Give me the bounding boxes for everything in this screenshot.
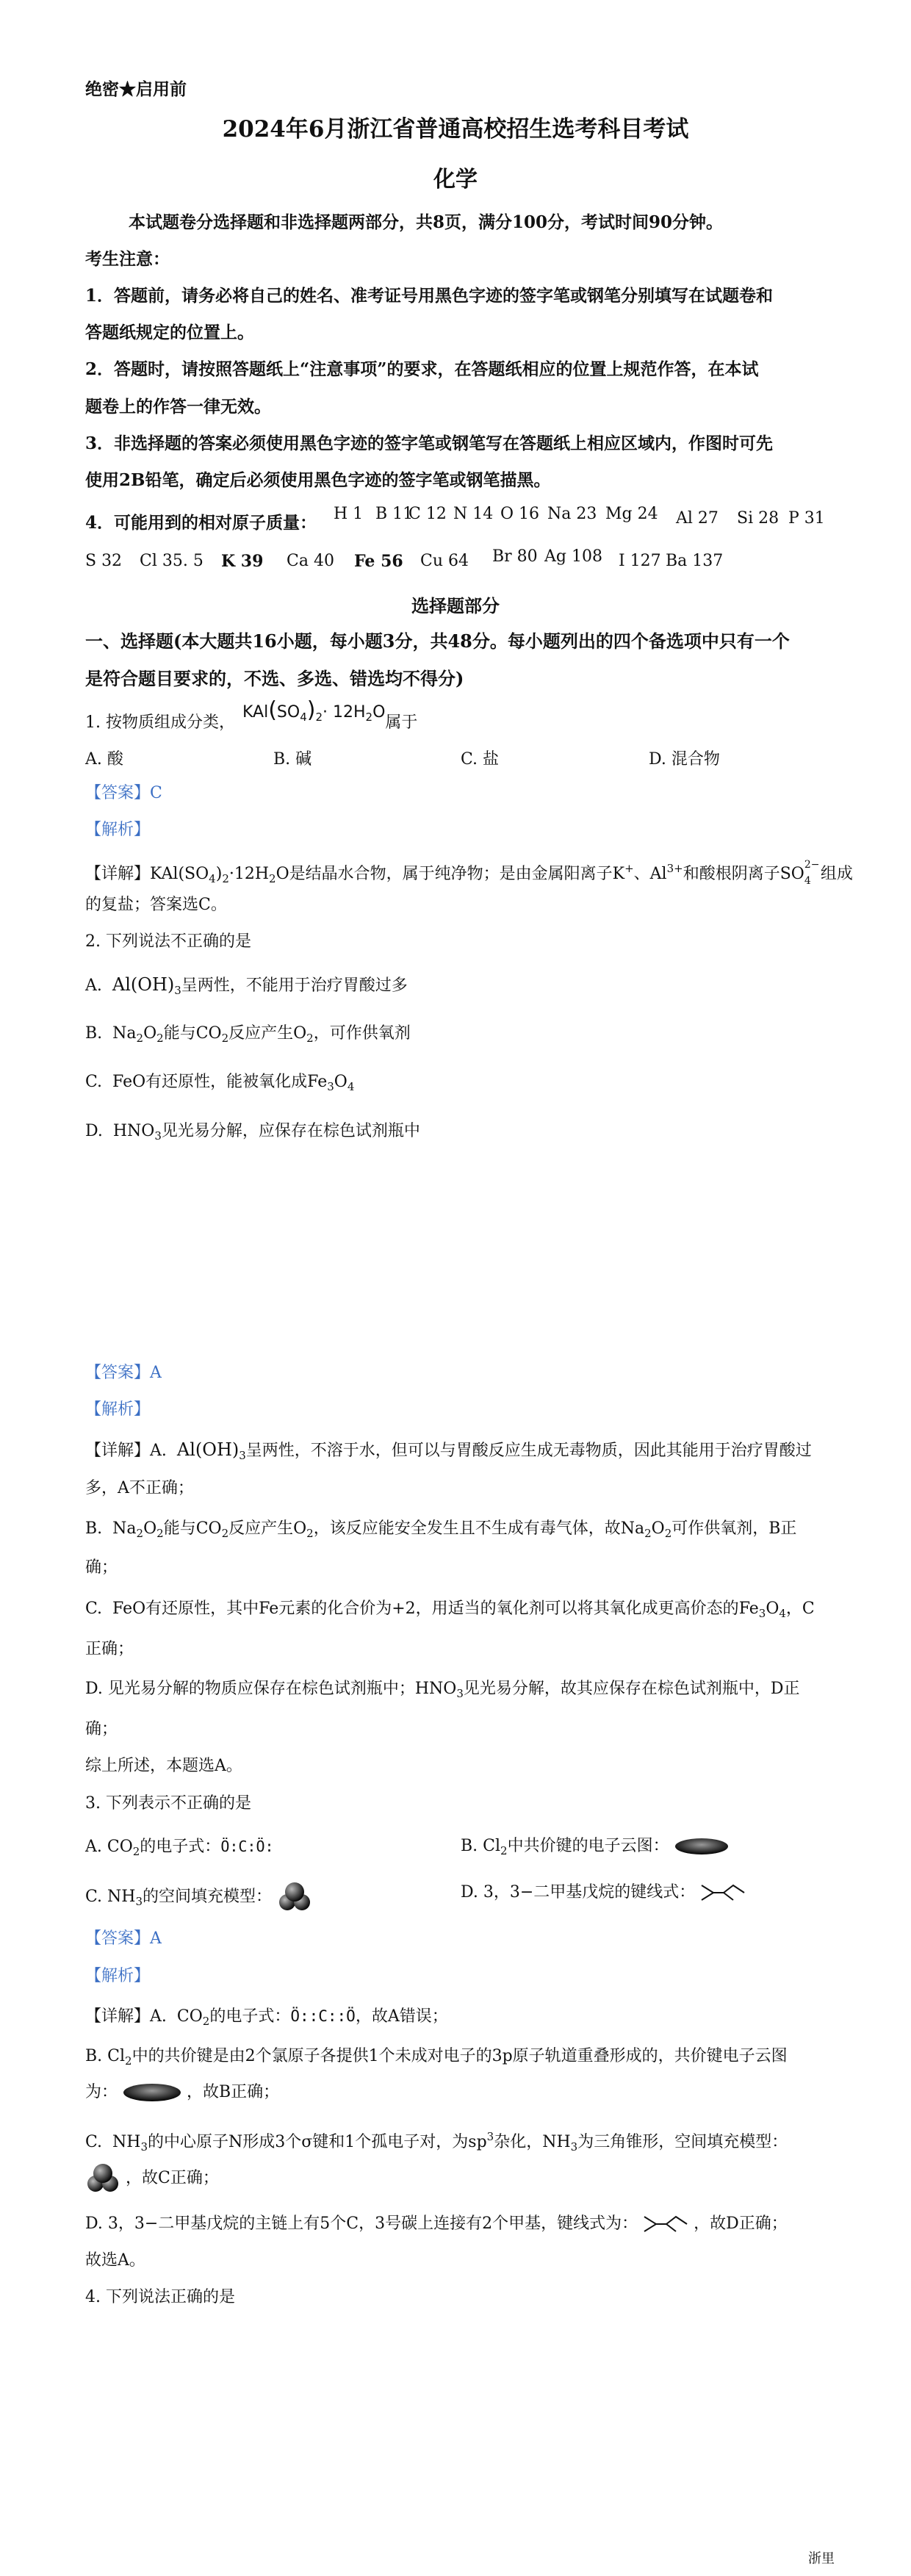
q2-option-b [85, 1023, 411, 1049]
q2-db1: B. [85, 1519, 103, 1538]
q2-ob-2a: 2 [136, 1032, 144, 1045]
q3-detail-a [85, 2005, 448, 2032]
q2-answer: 【答案】A [85, 1364, 162, 1382]
q3-da-t1: 【详解】A. [85, 2007, 167, 2026]
q1-detail-h2: 2 [269, 872, 276, 885]
q2-dc-t1: FeO有还原性，其中Fe元素的化合价为+2，用适当的氧化剂可以将其氧化成更高价态的 [112, 1600, 739, 1618]
q2-detail-b2: 确； [85, 1558, 118, 1577]
q2-db-o2: O [651, 1519, 665, 1538]
q2-option-c [85, 1071, 354, 1098]
q1-so4-sub: 4 [804, 875, 811, 887]
q2-od-t: 见光易分解，应保存在棕色试剂瓶中 [161, 1122, 420, 1140]
q3-option-b [461, 1835, 729, 1862]
q2-dc-t2: ，C [785, 1600, 815, 1618]
q3-dc2: ，故C正确； [126, 2169, 219, 2187]
q2-oc-3: 3 [327, 1080, 334, 1093]
q1-option-b: B. 碱 [273, 750, 312, 769]
q2-detail-a2: 多，A不正确； [85, 1479, 194, 1497]
q2-od-f: HNO [112, 1122, 155, 1140]
skeletal-formula-detail-icon [643, 2214, 688, 2234]
q3-ob-2: 2 [500, 1844, 508, 1857]
q2-db-t1: 能与CO [163, 1519, 222, 1538]
q1-formula-paren-open: ( [268, 697, 277, 723]
q2-stem: 2. 下列说法不正确的是 [85, 932, 251, 951]
notice-4: 4．可能用到的相对原子质量： [85, 513, 317, 533]
q1-analysis: 【解析】 [85, 821, 151, 839]
mass-na: Na 23 [547, 505, 597, 523]
notice-2b: 题卷上的作答一律无效。 [85, 397, 271, 417]
q3-dc1: C. [85, 2133, 103, 2151]
q3-da-t2: 的电子式： [209, 2007, 291, 2026]
q3-option-d [461, 1882, 746, 1904]
space-filling-model-icon [277, 1882, 312, 1913]
q2-ob-2d: 2 [306, 1032, 314, 1045]
q2-dd-3: 3 [456, 1687, 464, 1700]
mass-s: S 32 [85, 552, 123, 570]
q1-option-c: C. 盐 [461, 750, 500, 769]
q2-od-3: 3 [154, 1129, 162, 1143]
q3-db1: B. Cl [85, 2047, 126, 2065]
q2-db-2e: 2 [644, 1527, 652, 1540]
q1-detail-line2: 的复盐；答案选C。 [85, 896, 227, 914]
q3-dc-3: 3 [140, 2140, 148, 2154]
q1-detail-e: 、Al [633, 865, 667, 883]
q2-ob-t3: ，可作供氧剂 [313, 1024, 411, 1043]
q2-detail-d2: 确； [85, 1720, 118, 1738]
q3-da-2: 2 [202, 2015, 210, 2028]
q3-ob-t2: 中共价键的电子云图： [507, 1837, 669, 1855]
q3-dc-sp3: 3 [486, 2130, 494, 2143]
mass-ba: Ba 137 [666, 552, 724, 570]
mass-ca: Ca 40 [287, 552, 334, 570]
mass-o: O 16 [500, 505, 540, 523]
mass-cu: Cu 64 [420, 552, 469, 570]
q1-option-a: A. 酸 [85, 750, 123, 769]
q2-oc-o: O [334, 1073, 348, 1091]
q3-db-t: 中的共价键是由2个氯原子各提供1个未成对电子的3p原子轨道重叠形成的，共价键电子云图 [132, 2047, 788, 2065]
q2-da-3: 3 [239, 1449, 246, 1462]
q3-detail-b2 [85, 2082, 279, 2104]
q1-formula-kal: KAl [242, 703, 269, 722]
q2-db-2b: 2 [156, 1527, 164, 1540]
q2-summary: 综上所述，本题选A。 [85, 1757, 242, 1775]
q2-dd1: D. 见光易分解的物质应保存在棕色试剂瓶中； [85, 1680, 415, 1698]
space-filling-detail-icon [85, 2163, 120, 2194]
q2-ob-o: O [143, 1024, 157, 1043]
q1-so4-sup: 2− [804, 859, 820, 871]
q2-oa-t: 呈两性，不能用于治疗胃酸过多 [181, 976, 408, 995]
q1-detail-d: O是结晶水合物，属于纯净物；是由金属阳离子K [276, 865, 625, 883]
mass-h: H 1 [334, 505, 364, 523]
q1-detail-f: 和酸根阴离子SO [683, 865, 804, 883]
q1-formula-paren-close: ) [306, 697, 316, 723]
electron-cloud-detail-icon [123, 2082, 181, 2103]
q2-db-na: Na [112, 1519, 137, 1538]
q1-detail-c: ·12H [228, 865, 270, 883]
q2-ob-t2: 反应产生O [228, 1024, 307, 1043]
q3-db2: 为： [85, 2083, 118, 2101]
q3-dd1: D. 3，3−二甲基戊烷的主链上有5个C，3号碳上连接有2个甲基，键线式为： [85, 2215, 638, 2233]
q2-detail-a1 [85, 1439, 812, 1467]
q1-formula-2: 2 [315, 710, 323, 724]
q2-db-2a: 2 [136, 1527, 144, 1540]
q2-od-pre: D. [85, 1122, 103, 1140]
page-footer: 浙里 [808, 2551, 835, 2566]
q2-db-t2: 反应产生O [228, 1519, 307, 1538]
section-heading-b: 是符合题目要求的，不选、多选、错选均不得分) [85, 668, 464, 689]
section-part: 选择题部分 [411, 595, 500, 616]
q2-oc-4: 4 [347, 1080, 355, 1093]
section-heading-a: 一、选择题(本大题共16小题，每小题3分，共48分。每小题列出的四个备选项中只有一个 [85, 630, 790, 652]
q1-detail-a: 【详解】KAl(SO [85, 865, 209, 883]
q3-option-a [85, 1835, 274, 1863]
q1-answer: 【答案】C [85, 784, 162, 802]
q3-dc-3b: 3 [570, 2140, 578, 2154]
q1-detail-line1 [85, 857, 853, 890]
mass-n: N 14 [453, 505, 494, 523]
notice-3b: 使用2B铅笔，确定后必须使用黑色字迹的签字笔或钢笔描黑。 [85, 470, 551, 490]
q1-detail-b: ) [215, 865, 223, 883]
q2-da-f: Al(OH) [176, 1439, 240, 1460]
intro-desc: 本试题卷分选择题和非选择题两部分，共8页，满分100分，考试时间90分钟。 [129, 212, 724, 232]
skeletal-formula-icon [700, 1882, 746, 1903]
q3-da-co: CO [176, 2007, 203, 2026]
q2-oa-3: 3 [174, 984, 181, 997]
q2-da-t: 呈两性，不溶于水，但可以与胃酸反应生成无毒物质，因此其能用于治疗胃酸过 [245, 1442, 812, 1460]
q2-db-t4: 可作供氧剂，B正 [671, 1519, 797, 1538]
q2-db-2f: 2 [664, 1527, 672, 1540]
q3-oa-2: 2 [132, 1845, 140, 1858]
q2-oa-f: Al(OH) [112, 974, 175, 995]
mass-ag: Ag 108 [544, 547, 602, 566]
q1-stem-text: 1. 按物质组成分类， [85, 713, 235, 732]
q2-oc-pre: C. [85, 1073, 103, 1091]
q1-detail-kplus: + [624, 862, 634, 875]
q2-db-2d: 2 [306, 1527, 314, 1540]
q3-dd2: ，故D正确； [694, 2215, 788, 2233]
q1-formula-4: 4 [300, 710, 307, 724]
q3-oc-t2: 的空间填充模型： [143, 1888, 273, 1906]
q3-dc-t3: 为三角锥形，空间填充模型： [577, 2133, 788, 2151]
q1-formula-o: O [372, 703, 386, 722]
mass-mg: Mg 24 [605, 505, 658, 523]
notice-1a: 1．答题前，请务必将自己的姓名、准考证号用黑色字迹的签字笔或钢笔分别填写在试题卷和 [85, 286, 774, 306]
q3-analysis: 【解析】 [85, 1967, 151, 1985]
q3-oa-t2: 的电子式： [140, 1838, 221, 1856]
q3-oa-e: Ö:C:Ö: [220, 1838, 274, 1855]
q1-detail-al3: 3+ [666, 862, 683, 875]
q2-option-a [85, 974, 408, 1001]
q2-ob-pre: B. [85, 1024, 103, 1043]
q2-detail-d1 [85, 1678, 800, 1705]
q3-dc-nh: NH [112, 2133, 141, 2151]
q3-answer: 【答案】A [85, 1929, 162, 1948]
q3-dc-t2: 杂化， [494, 2133, 543, 2151]
q2-db-na2: Na [620, 1519, 645, 1538]
q3-detail-c1 [85, 2126, 788, 2158]
q2-ob-2b: 2 [156, 1032, 164, 1045]
q1-formula-h: · 12H [323, 703, 366, 722]
q2-db-t3: ，该反应能安全发生且不生成有毒气体，故 [313, 1519, 621, 1538]
q3-option-c [85, 1882, 312, 1913]
q2-db-o: O [143, 1519, 157, 1538]
q3-dc-nh2: NH [542, 2133, 571, 2151]
q2-oc-t1: FeO有还原性，能被氧化成Fe [112, 1073, 328, 1091]
q3-oc-3: 3 [135, 1895, 143, 1908]
q3-db3: ，故B正确； [187, 2083, 280, 2101]
mass-p: P 31 [788, 509, 825, 528]
q3-detail-d3: 故选A。 [85, 2251, 145, 2270]
q1-stem [85, 697, 418, 738]
q3-ob-t1: B. Cl [461, 1837, 501, 1855]
mass-k: K 39 [221, 552, 264, 571]
q1-detail-2: 2 [222, 872, 229, 885]
q1-detail-4: 4 [209, 872, 216, 885]
q2-option-d [85, 1120, 420, 1147]
q3-detail-b1 [85, 2046, 788, 2072]
q3-detail-c2 [85, 2163, 219, 2194]
q2-analysis: 【解析】 [85, 1400, 151, 1419]
q3-da-t3: ，故A错误； [355, 2007, 448, 2026]
q2-detail-c2: 正确； [85, 1640, 134, 1658]
q1-option-d: D. 混合物 [649, 750, 720, 769]
q2-dc-4: 4 [779, 1607, 786, 1620]
mass-fe: Fe 56 [354, 552, 403, 571]
mass-si: Si 28 [737, 509, 779, 528]
secret-label: 绝密★启用前 [85, 79, 187, 99]
q1-stem-tail: 属于 [385, 713, 418, 732]
subject-title: 化学 [433, 167, 478, 193]
exam-title: 2024年6月浙江省普通高校招生选考科目考试 [222, 116, 689, 143]
q3-da-e: Ö::C::Ö [290, 2007, 356, 2025]
q2-db-2c: 2 [221, 1527, 229, 1540]
q3-dc-t1: 的中心原子N形成3个σ键和1个孤电子对，为sp [148, 2133, 487, 2151]
q4-stem: 4. 下列说法正确的是 [85, 2288, 235, 2306]
q2-dc-o: O [766, 1600, 779, 1618]
q2-detail-b1 [85, 1518, 796, 1544]
mass-cl: Cl 35. 5 [140, 552, 204, 570]
q2-ob-t1: 能与CO [163, 1024, 222, 1043]
q2-oa-pre: A. [85, 976, 102, 995]
notice-2a: 2．答题时，请按照答题纸上“注意事项”的要求，在答题纸相应的位置上规范作答，在本试 [85, 359, 759, 379]
q1-formula-so: SO [276, 703, 300, 722]
mass-c: C 12 [408, 505, 447, 523]
q2-dd-f: HNO [414, 1680, 457, 1698]
q2-da1: 【详解】A. [85, 1442, 167, 1460]
notice-1b: 答题纸规定的位置上。 [85, 323, 254, 342]
q2-ob-na: Na [112, 1024, 137, 1043]
q2-dd-t: 见光易分解，故其应保存在棕色试剂瓶中，D正 [463, 1680, 800, 1698]
q2-dc-3: 3 [758, 1607, 766, 1620]
notice-title: 考生注意： [85, 249, 170, 269]
q1-formula-h2: 2 [365, 710, 373, 724]
electron-cloud-icon [674, 1837, 729, 1856]
q3-oa-t1: A. CO [85, 1838, 133, 1856]
mass-i: I 127 [619, 552, 661, 570]
q3-oc-t1: C. NH [85, 1888, 136, 1906]
notice-3a: 3．非选择题的答案必须使用黑色字迹的签字笔或钢笔写在答题纸上相应区域内，作图时可先 [85, 433, 774, 453]
q2-dc1: C. [85, 1600, 103, 1618]
mass-br: Br 80 [492, 547, 538, 566]
q2-dc-fe: Fe [738, 1600, 759, 1618]
mass-b: B 11 [375, 505, 414, 523]
q1-formula [242, 699, 385, 728]
q3-stem: 3. 下列表示不正确的是 [85, 1794, 251, 1813]
q3-od-t: D. 3，3−二甲基戊烷的键线式： [461, 1883, 696, 1902]
mass-al: Al 27 [676, 509, 719, 528]
q3-detail-d1 [85, 2213, 788, 2235]
q2-ob-2c: 2 [221, 1032, 229, 1045]
q1-detail-g: 组成 [820, 865, 853, 883]
q3-db-2: 2 [125, 2054, 132, 2068]
q1-so4-charge [804, 859, 821, 887]
q2-detail-c1 [85, 1598, 815, 1625]
